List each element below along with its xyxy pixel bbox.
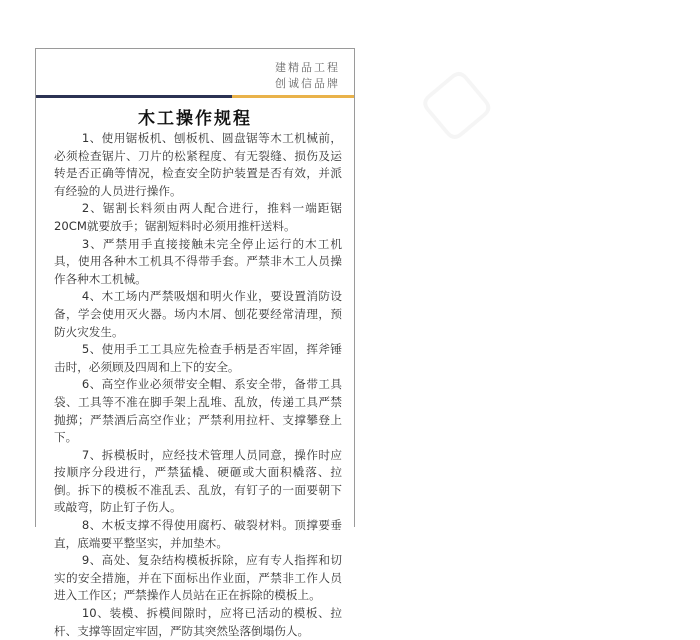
rule-item: 7、拆模板时，应经技术管理人员同意，操作时应按顺序分段进行，严禁猛橇、硬砸或大面积橇落、拉倒。拆下的模板不准乱丢、乱放，有钉子的一面要朝下或敲弯，防止钉子伤人。 bbox=[54, 447, 342, 515]
document-title: 木工操作规程 bbox=[138, 109, 252, 129]
slogan-line-1: 建精品工程 bbox=[275, 61, 340, 74]
rule-item: 8、木板支撑不得使用腐朽、破裂材料。顶撑要垂直，底端要平整坚实，并加垫木。 bbox=[54, 518, 342, 550]
rule-item: 4、木工场内严禁吸烟和明火作业，要设置消防设备，学会使用灭火器。场内木屑、刨花要经常清理，预防火灾发生。 bbox=[54, 289, 342, 339]
rule-item: 9、高处、复杂结构模板拆除，应有专人指挥和切实的安全措施，并在下面标出作业面，严禁非工作人员进入工作区；严禁操作人员站在正在拆除的模板上。 bbox=[54, 553, 342, 603]
signboard bbox=[35, 48, 355, 638]
gold-divider bbox=[232, 95, 354, 98]
navy-divider bbox=[36, 95, 232, 98]
rule-item: 1、使用锯板机、刨板机、圆盘锯等木工机械前，必须检查锯片、刀片的松紧程度、有无裂缝、损伤及运转是否正确等情况，检查安全防护装置是否有效，并派有经验的人员进行操作。 bbox=[54, 131, 342, 198]
rule-item: 2、锯割长料须由两人配合进行，推料一端距锯20CM就要放手；锯割短料时必须用推杆送料。 bbox=[54, 201, 342, 233]
slogan-line-2: 创诚信品牌 bbox=[275, 77, 340, 90]
rule-item: 5、使用手工工具应先检查手柄是否牢固，挥斧锤击时，必须顾及四周和上下的安全。 bbox=[54, 342, 342, 374]
slogan bbox=[275, 60, 340, 92]
watermark bbox=[401, 48, 504, 153]
rule-item: 10、装模、拆模间隙时，应将已活动的模板、拉杆、支撑等固定牢固，严防其突然坠落倒塌伤人。 bbox=[54, 606, 342, 638]
rules-list bbox=[54, 130, 342, 640]
rule-item: 3、严禁用手直接接触未完全停止运行的木工机具，使用各种木工机具不得带手套。严禁非木工人员操作各种木工机械。 bbox=[54, 236, 342, 286]
rule-item: 6、高空作业必须带安全帽、系安全带，备带工具袋、工具等不准在脚手架上乱堆、乱放，传递工具严禁抛掷；严禁酒后高空作业；严禁利用拉杆、支撑攀登上下。 bbox=[54, 377, 342, 445]
